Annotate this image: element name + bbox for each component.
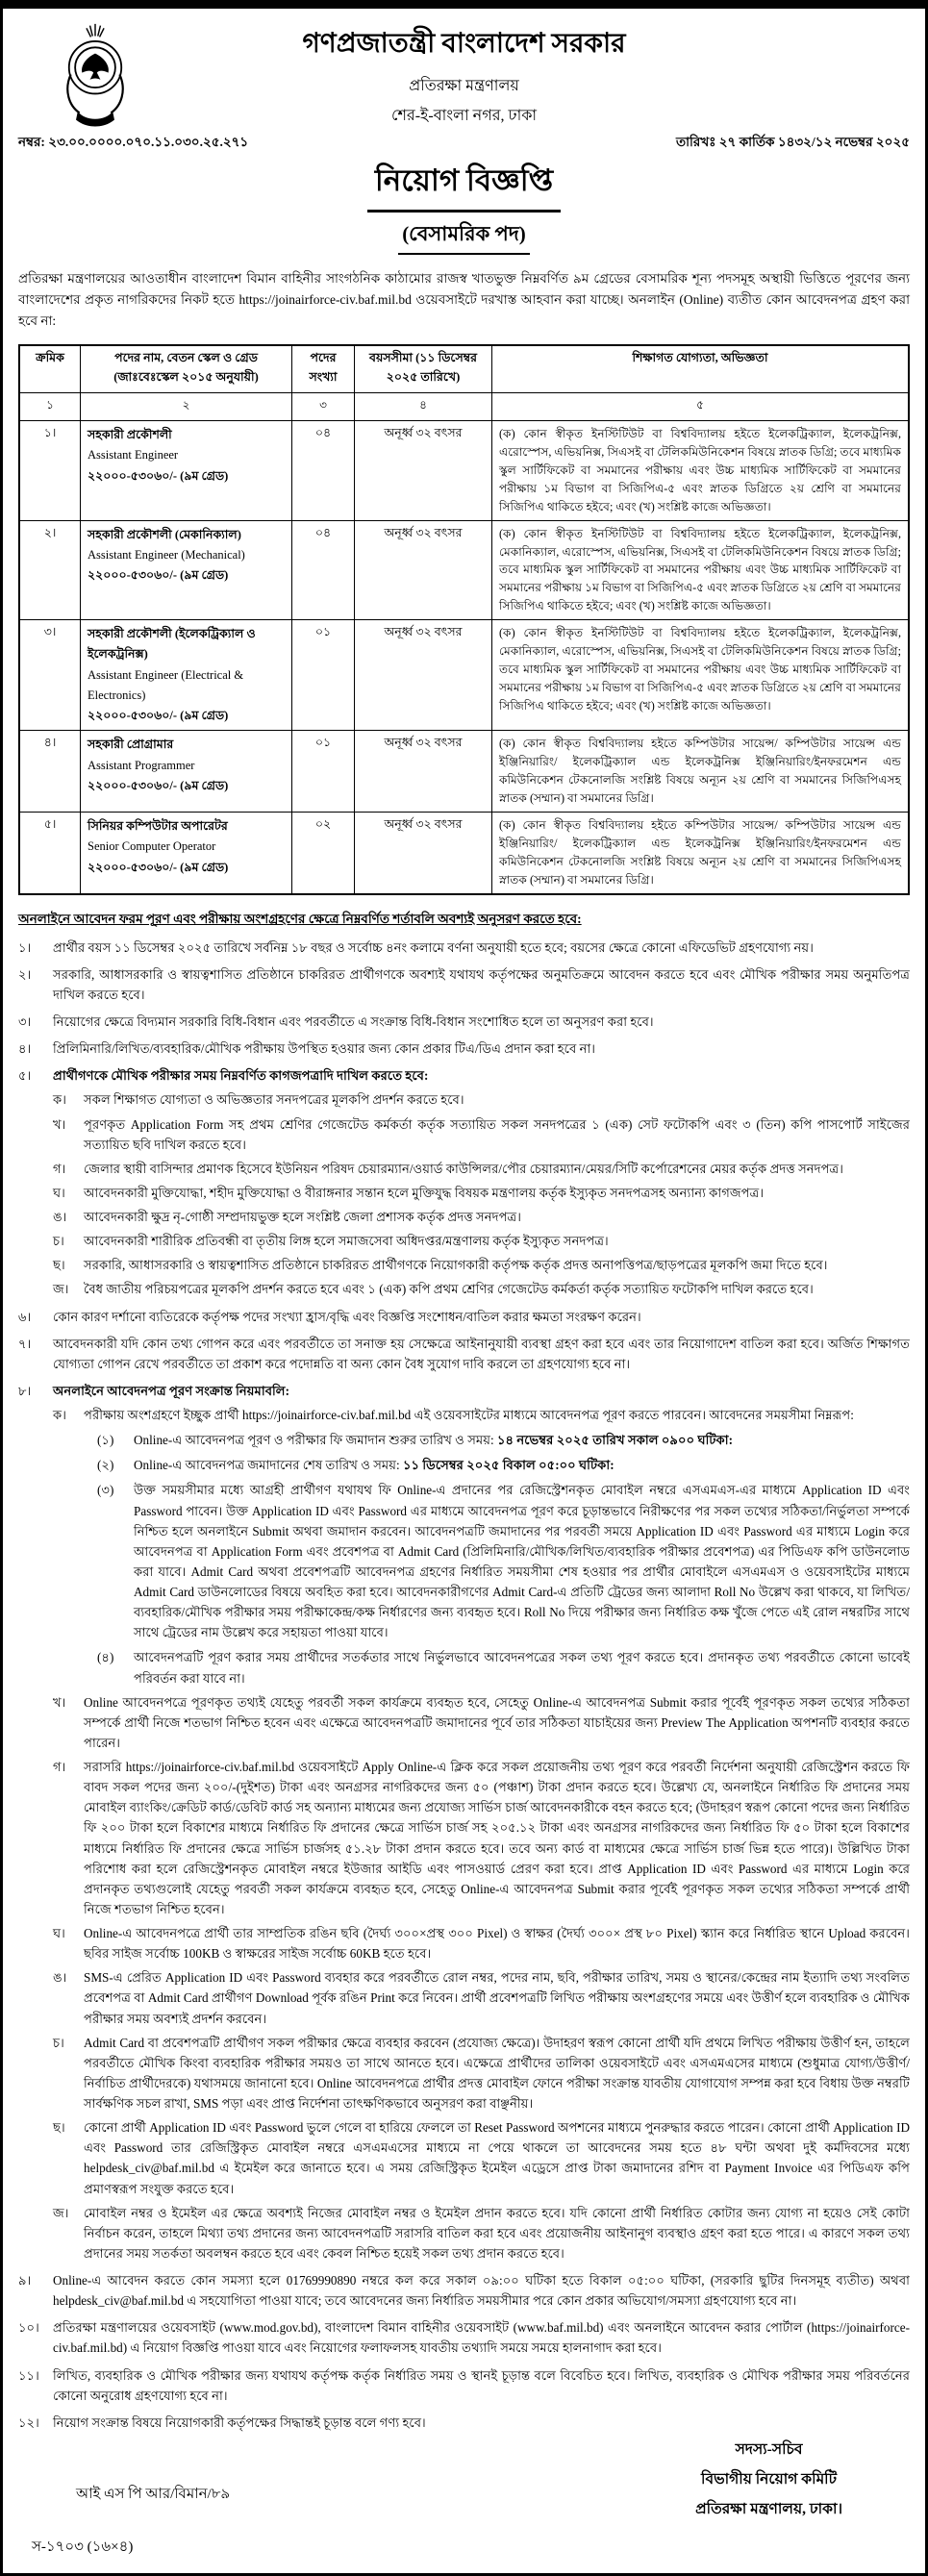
qualification-text: (ক) কোন স্বীকৃত ইনস্টিটিউট বা বিশ্ববিদ্যালয় হইতে ইলেকট্রিক্যাল, ইলেকট্রনিক্স, মেকানিক্যাল, এরোস্পেস, এভিয়নিক্স, সিএসই বা টেলিকমিউনিকেশন বিষয়ে স্নাতক ডিগ্রি; তবে মাধ্যমিক স্কুল সার্টিফিকেট বা সমমানের পরীক্ষায় এবং উচ্চ মাধ্যমিক সার্টিফিকেট বা সমমানের পরীক্ষায় ১ম বিভাগ বা সিজিপিএ-৫ এবং স্নাতক ডিগ্রিতে ২য় শ্রেণি বা সমমানের সিজিপিএ থাকিতে হইবে; এবং (খ) সংশ্লিষ্ট কাজে অভিজ্ঞতা।: [492, 620, 910, 731]
pay-scale: ২২০০০-৫৩০৬০/- (৯ম গ্রেড): [88, 468, 229, 483]
post-count: ০৪: [292, 421, 355, 521]
sub-number: খ।: [53, 1694, 66, 1710]
signatory-committee: বিভাগীয় নিয়োগ কমিটি: [701, 2470, 838, 2488]
item-text: উক্ত সময়সীমার মধ্যে আগ্রহী প্রার্থীগণ যথাযথ ফি Online-এ প্রদানের পর রেজিস্ট্রেশনকৃত মোবাইল নম্বরে এসএমএস-এর মাধ্যমে Application ID এবং Password পাবেন। উক্ত Application ID এবং Password এর মাধ্যমে আবেদনপত্র পূরণ করে চূড়ান্তভাবে নিরীক্ষণের পর সকল তথ্যের সঠিকতা/নির্ভুলতা সম্পর্কে নিশ্চিত হলে অনলাইনে Submit অথবা জমাদান করবেন। আবেদনপত্রটি জমাদানের পর পরবর্তী সময়ে Application ID এবং Password এর মাধ্যমে Login করে আবেদনপত্র বা Application Form এবং প্রবেশপত্র বা Admit Card (প্রিলিমিনারি/মৌখিক/লিখিত/ব্যবহারিক পরীক্ষার প্রবেশপত্র) এর পিডিএফ কপি ডাউনলোড করা যাবে। Admit Card অথবা প্রবেশপত্রটি আবেদনপত্র গ্রহণের নির্ধারিত সময়সীমা শেষ হওয়ার পর প্রার্থীর মোবাইলে এসএমএস ও ওয়েবসাইটের মাধ্যমে Admit Card ডাউনলোডের বিষয়ে অবহিত করা হবে। আবেদনকারীগণের Admit Card-এ প্রতিটি ট্রেডের জন্য আলাদা Roll No উল্লেখ করা থাকবে, যা লিখিত/ব্যবহারিক/মৌখিক পরীক্ষার সময় পরীক্ষাকেন্দ্র/কক্ষ নির্ধারণের জন্য ব্যবহৃত হবে। Roll No দিয়ে পরীক্ষার জন্য নির্ধারিত কক্ষ খুঁজে পেতে এই রোল নম্বরটির সাথে সাথে ট্রেডের নাম উল্লেখ করে সহায়তা পাওয়া যাবে।: [134, 1483, 910, 1640]
row-serial: ৩।: [19, 620, 81, 731]
item-text: Online-এ আবেদনপত্র জমাদানের শেষ তারিখ ও সময়:: [134, 1458, 403, 1473]
memo-number: নম্বর: ২৩.০০.০০০০.০৭০.১১.০৩০.২৫.২৭১: [18, 135, 249, 149]
post-count: ০২: [292, 813, 355, 894]
item-number: (১): [97, 1433, 114, 1448]
signature-block: [695, 2435, 910, 2560]
term-5: [18, 1065, 910, 1299]
post-name-en: Senior Computer Operator: [88, 839, 216, 854]
col-qualification: শিক্ষাগত যোগ্যতা, অভিজ্ঞতা: [492, 345, 910, 393]
colnum-5: ৫: [492, 393, 910, 421]
term-text: আবেদনকারী যদি কোন তথ্য গোপন করে এবং পরবর্তীতে তা সনাক্ত হয় সেক্ষেত্রে আইনানুযায়ী ব্যবস্থা গ্রহণ করা হবে এবং তার নিয়োগাদেশ বাতিল করা হবে। অর্জিত শিক্ষাগত যোগ্যতা গোপন রেখে পরবর্তীতে তা প্রকাশ করে পদোন্নতি বা অন্য কোন বৈধ সুযোগ দাবি করলে তা গ্রহণযোগ্য হবে না।: [53, 1336, 910, 1371]
row-serial: ১।: [19, 421, 81, 521]
government-title: গণপ্রজাতন্ত্রী বাংলাদেশ সরকার: [302, 29, 626, 59]
col-age: বয়সসীমা (১১ ডিসেম্বর ২০২৫ তারিখে): [355, 345, 492, 393]
sub-text: মোবাইল নম্বর ও ইমেইল এর ক্ষেত্রে অবশ্যই নিজের মোবাইল নম্বর ও ইমেইল প্রদান করতে হবে। যদি কোনো প্রার্থী নির্ধারিত কোটার জন্য যোগ্য না হয়েও সেই কোটা নির্বাচন করেন, তাহলে মিথ্যা তথ্য প্রদানের জন্য আবেদনপত্রটি সরাসরি বাতিল করা হবে এবং প্রয়োজনীয় আইনানুগ ব্যবস্থাও গ্রহণ করা হতে পারে। এ কারণে সকল তথ্য প্রদানের সময় সতর্কতা অবলম্বন করতে হবে এবং কেবল নিশ্চিত হয়েই সকল তথ্য প্রদান করতে হবে।: [84, 2205, 910, 2261]
row-serial: ৫।: [19, 813, 81, 894]
item-date: ১১ ডিসেম্বর ২০২৫ বিকাল ০৫:০০ ঘটিকা:: [402, 1458, 614, 1473]
term-lead: প্রার্থীগণকে মৌখিক পরীক্ষার সময় নিম্নবর্ণিত কাগজপত্রাদি দাখিল করতে হবে:: [53, 1068, 429, 1084]
pay-scale: ২২০০০-৫৩০৬০/- (৯ম গ্রেড): [88, 860, 229, 874]
colnum-1: ১: [19, 393, 81, 421]
term-11: [18, 2365, 910, 2406]
sub-text: Online আবেদনপত্রে পূরণকৃত তথ্যই যেহেতু পরবর্তী সকল কার্যক্রমে ব্যবহৃত হবে, সেহেতু Online-এ আবেদনপত্র Submit করার পূর্বেই পূরণকৃত সকল তথ্যের সঠিকতা সম্পর্কে প্রার্থী নিজে শতভাগ নিশ্চিত হবেন এবং এক্ষেত্রে আবেদনপত্রটি জমাদানের পূর্বে তার সঠিকতা যাচাইয়ের জন্য Preview The Application অপশনটি ব্যবহার করতে পারেন।: [84, 1694, 910, 1750]
colnum-4: ৪: [355, 393, 492, 421]
term-5-sub-g: [53, 1255, 910, 1275]
sub-number: জ।: [53, 2205, 69, 2220]
sub-number: ক।: [53, 1408, 66, 1423]
sub-number: গ।: [53, 1161, 66, 1176]
conditions-heading: অনলাইনে আবেদন ফরম পূরণ এবং পরীক্ষায় অংশগ্রহণের ক্ষেত্রে নিম্নবর্ণিত শর্তাবলি অবশ্যই অনুসরণ করতে হবে:: [18, 911, 582, 926]
ministry-name: প্রতিরক্ষা মন্ত্রণালয়: [409, 78, 519, 94]
term-number: ৭।: [18, 1336, 32, 1351]
sub-number: ছ।: [53, 2120, 65, 2136]
item-text: আবেদনপত্রটি পূরণ করার সময় প্রার্থীদের সতর্কতার সাথে নির্ভুলভাবে আবেদনপত্রের সকল তথ্য পূরণ করতে হবে। প্রদানকৃত তথ্য পরবর্তীতে কোনো ভাবেই পরিবর্তন করা যাবে না।: [134, 1650, 910, 1686]
post-count: ০১: [292, 731, 355, 813]
post-count: ০১: [292, 620, 355, 731]
term-5-sub-f: [53, 1231, 910, 1251]
sub-text: সরাসরি https://joinairforce-civ.baf.mil.bd ওয়েবসাইটে Apply Online-এ ক্লিক করে সকল প্রয়োজনীয় তথ্য পূরণ করে পরবর্তী নির্দেশনা অনুযায়ী রেজিস্ট্রেশন করতে ফি বাবদ সকল পদের জন্য ২০০/-(দুইশত) টাকা এবং অনগ্রসর নাগরিকদের জন্য ৫০ (পঞ্চাশ) টাকা প্রদান করতে হবে। উল্লেখ্য যে, অনলাইনে নির্ধারিত ফি প্রদানের সময় মোবাইল ব্যাংকিং/ক্রেডিট কার্ড/ডেবিট কার্ড সহ অন্যান্য মাধ্যমের জন্য প্রযোজ্য সার্ভিস চার্জ আবেদনকারীকে বহন করতে হবে; (উদাহরণ স্বরূপ কোনো পদের জন্য নির্ধারিত ফি ২০০ টাকা হলে বিকাশের মাধ্যমে নির্ধারিত ফি প্রদানের ক্ষেত্রে সার্ভিস চার্জ সহ ২০৫.১২ টাকা এবং অনগ্রসর নাগরিকদের জন্য নির্ধারিত ফি ৫০ টাকা হলে বিকাশের মাধ্যমে নির্ধারিত ফি প্রদানের ক্ষেত্রে সার্ভিস চার্জসহ ৫১.২৮ টাকা প্রদান করতে হবে। তবে অন্য কার্ড বা মাধ্যমের ক্ষেত্রে সার্ভিস চার্জ ভিন্ন হতে পারে)। উল্লিখিত টাকা পরিশোধ করা হলে রেজিস্ট্রেশনকৃত মোবাইল নম্বরে ইউজার আইডি এবং পাসওয়ার্ড প্রেরণ করা হবে। প্রাপ্ত Application ID এবং Password এর মাধ্যমে Login করে প্রদানকৃত তথ্যগুলোই যেহেতু পরবর্তী সকল কার্যক্রমে ব্যবহৃত হবে, সেহেতু Online-এ আবেদনপত্র Submit করার পূর্বেই পূরণকৃত সকল তথ্যের সঠিকতা সম্পর্কে প্রার্থী নিজে শতভাগ নিশ্চিত হবেন।: [84, 1760, 910, 1916]
age-limit: অনূর্ধ্ব ৩২ বৎসর: [355, 620, 492, 731]
term-5-sub-e: [53, 1207, 910, 1227]
sub-number: খ।: [53, 1116, 66, 1132]
term-number: ৪।: [18, 1041, 32, 1057]
memo-meta-row: [18, 132, 910, 154]
ispr-reference: আই এস পি আর/বিমান/৮৯: [76, 2486, 231, 2502]
age-limit: অনূর্ধ্ব ৩২ বৎসর: [355, 520, 492, 620]
table-row: [19, 520, 909, 620]
qualification-text: (ক) কোন স্বীকৃত ইনস্টিটিউট বা বিশ্ববিদ্যালয় হইতে ইলেকট্রিক্যাল, ইলেকট্রনিক্স, এরোস্পেস, এভিয়নিক্স, সিএসই বা টেলিকমিউনিকেশন বিষয়ে স্নাতক ডিগ্রি; তবে মাধ্যমিক স্কুল সার্টিফিকেট বা সমমানের পরীক্ষায় এবং উচ্চ মাধ্যমিক সার্টিফিকেট বা সমমানের পরীক্ষায় ১ম বিভাগ বা সিজিপিএ-৫ এবং স্নাতক ডিগ্রিতে ২য় শ্রেণি বা সমমানের সিজিপিএ থাকিতে হইবে; এবং (খ) সংশ্লিষ্ট কাজে অভিজ্ঞতা।: [492, 421, 910, 521]
col-post: পদের নাম, বেতন স্কেল ও গ্রেড (জাঃবেঃস্কেল ২০১৫ অনুযায়ী): [81, 345, 292, 393]
term-number: ১।: [18, 939, 32, 955]
sub-text: পূরণকৃত Application Form সহ প্রথম শ্রেণির গেজেটেড কর্মকর্তা কর্তৃক সত্যায়িত সকল সনদপত্রের ১ (এক) সেট ফটোকপি এবং ৩ (তিন) কপি পাসপোর্ট সাইজের সত্যায়িত ছবি দাখিল করতে হবে।: [84, 1116, 910, 1152]
post-name-en: Assistant Programmer: [88, 758, 195, 772]
post-name-bn: সহকারী প্রকৌশলী: [88, 428, 172, 442]
column-number-row: [19, 393, 909, 421]
sub-text: জেলার স্থায়ী বাসিন্দার প্রমাণক হিসেবে ইউনিয়ন পরিষদ চেয়ারম্যান/ওয়ার্ড কাউন্সিলর/পৌর চেয়ারম্যান/মেয়র/সিটি কর্পোরেশনের মেয়র কর্তৃক প্রদত্ত সনদপত্র।: [84, 1161, 843, 1176]
press-code: স-১৭০৩ (১৬×৪): [32, 2538, 134, 2555]
item-date: ১৪ নভেম্বর ২০২৫ তারিখ সকাল ০৯০০ ঘটিকা:: [496, 1433, 733, 1448]
item-number: (৪): [97, 1650, 114, 1665]
table-row: [19, 421, 909, 521]
term-lead: অনলাইনে আবেদনপত্র পূরণ সংক্রান্ত নিয়মাবলি:: [53, 1383, 290, 1398]
term-number: ৯।: [18, 2273, 32, 2288]
sub-number: ঙ।: [53, 1210, 67, 1225]
post-name-en: Assistant Engineer: [88, 448, 179, 463]
colnum-3: ৩: [292, 393, 355, 421]
term-9: [18, 2270, 910, 2311]
term-text: নিয়োগ সংক্রান্ত বিষয়ে নিয়োগকারী কর্তৃপক্ষের সিদ্ধান্তই চূড়ান্ত বলে গণ্য হবে।: [53, 2414, 426, 2430]
term-10: [18, 2317, 910, 2358]
term-8-sub-d: [53, 1923, 910, 1963]
sub-number: ঙ।: [53, 1970, 67, 1986]
sub-number: ক।: [53, 1092, 66, 1108]
page-subtitle: (বেসামরিক পদ): [398, 218, 530, 255]
deadline-item-1: [84, 1430, 910, 1450]
term-8-sub-a: [53, 1405, 910, 1688]
memo-date: তারিখঃ ২৭ কার্তিক ১৪৩২/১২ নভেম্বর ২০২৫: [676, 135, 910, 149]
sub-number: ছ।: [53, 1258, 65, 1273]
table-row: [19, 620, 909, 731]
sub-text: সকল শিক্ষাগত যোগ্যতা ও অভিজ্ঞতার সনদপত্রের মূলকপি প্রদর্শন করতে হবে।: [84, 1092, 464, 1108]
page-title: নিয়োগ বিজ্ঞপ্তি: [367, 158, 561, 213]
sub-text: পরীক্ষায় অংশগ্রহণে ইচ্ছুক প্রার্থী https://joinairforce-civ.baf.mil.bd এই ওয়েবসাইটের মাধ্যমে আবেদনপত্র পূরণ করতে পারবেন। আবেদনের সময়সীমা নিম্নরূপ:: [84, 1408, 854, 1423]
intro-paragraph: প্রতিরক্ষা মন্ত্রণালয়ের আওতাধীন বাংলাদেশ বিমান বাহিনীর সাংগঠনিক কাঠামোর রাজস্ব খাতভুক্ত নিম্নবর্ণিত ৯ম গ্রেডের বেসামরিক শূন্য পদসমূহ অস্থায়ী ভিত্তিতে পূরণের জন্য বাংলাদেশের প্রকৃত নাগরিকদের নিকট হতে https://joinairforce-civ.baf.mil.bd ওয়েবসাইটে দরখাস্ত আহবান করা যাচ্ছে। অনলাইন (Online) ব্যতীত কোন আবেদনপত্র গ্রহণ করা হবে না:: [18, 271, 910, 328]
term-text: লিখিত, ব্যবহারিক ও মৌখিক পরীক্ষার জন্য যথাযথ কর্তৃপক্ষ কর্তৃক নির্ধারিত সময় ও স্থানই চূড়ান্ত বলে বিবেচিত হবে। লিখিত, ব্যবহারিক ও মৌখিক পরীক্ষার সময় পরিবর্তনের কোনো অনুরোধ গ্রহণযোগ্য হবে না।: [53, 2367, 910, 2403]
sub-number: চ।: [53, 1234, 64, 1249]
table-header-row: [19, 345, 909, 393]
term-12: [18, 2413, 910, 2433]
term-number: ৫।: [18, 1068, 32, 1084]
term-number: ৮।: [18, 1383, 32, 1398]
deadline-item-3: [84, 1480, 910, 1642]
qualification-text: (ক) কোন স্বীকৃত বিশ্ববিদ্যালয় হইতে কম্পিউটার সায়েন্স/ কম্পিউটার সায়েন্স এন্ড ইঞ্জিনিয়ারিং/ ইলেকট্রিক্যাল এন্ড ইলেকট্রনিক্স ইঞ্জিনিয়ারিং/ইনফরমেশন এন্ড কমিউনিকেশন টেকনোলজি সংশ্লিষ্ট বিষয়ে অন্যূন ২য় শ্রেণি বা সমমানের সিজিপিএসহ স্নাতক (সম্মান) বা সমমানের ডিগ্রি।: [492, 731, 910, 813]
deadline-item-4: [84, 1647, 910, 1688]
post-name-en: Assistant Engineer (Electrical & Electronics): [88, 667, 244, 702]
term-8-sub-g: [53, 2117, 910, 2199]
item-text: Online-এ আবেদনপত্র পূরণ ও পরীক্ষার ফি জমাদান শুরুর তারিখ ও সময়:: [134, 1433, 497, 1448]
term-text: প্রার্থীর বয়স ১১ ডিসেম্বর ২০২৫ তারিখে সর্বনিম্ন ১৮ বছর ও সর্বোচ্চ ৪নং কলামে বর্ণনা অনুযায়ী হতে হবে; বয়সের ক্ষেত্রে কোনো এফিডেভিট গ্রহণযোগ্য নয়।: [53, 939, 814, 955]
sub-text: আবেদনকারী শারীরিক প্রতিবন্ধী বা তৃতীয় লিঙ্গ হলে সমাজসেবা অধিদপ্তর/মন্ত্রণালয় কর্তৃক ইস্যুকৃত সনদপত্র।: [84, 1234, 609, 1249]
age-limit: অনূর্ধ্ব ৩২ বৎসর: [355, 731, 492, 813]
deadline-item-2: [84, 1455, 910, 1475]
sub-text: আবেদনকারী মুক্তিযোদ্ধা, শহীদ মুক্তিযোদ্ধা ও বীরাঙ্গনার সন্তান হলে মুক্তিযুদ্ধ বিষয়ক মন্ত্রণালয় কর্তৃক ইস্যুকৃত সনদপত্রসহ অন্যান্য কাগজপত্র।: [84, 1185, 765, 1200]
conditions-list: [18, 938, 910, 2433]
sub-text: সরকারি, আধাসরকারি ও স্বায়ত্বশাসিত প্রতিষ্ঠানে চাকরিরত প্রার্থীগণকে নিয়োগকারী কর্তৃপক্ষ কর্তৃক প্রদত্ত অনাপত্তিপত্র/ছাড়পত্রের মূলকপি জমা দিতে হবে।: [84, 1258, 828, 1273]
sub-text: SMS-এ প্রেরিত Application ID এবং Password ব্যবহার করে পরবর্তীতে রোল নম্বর, পদের নাম, ছবি, পরীক্ষার তারিখ, সময় ও স্থানের/কেন্দ্রের নাম ইত্যাদি তথ্য সংবলিত প্রবেশপত্র বা Admit Card প্রার্থীগণ Download পূর্বক রঙিন Print করে নিবেন। প্রার্থী প্রবেশপত্রটি লিখিত পরীক্ষায় অংশগ্রহণের সময়ে এবং উত্তীর্ণ হলে ব্যবহারিক ও মৌখিক পরীক্ষার সময় অবশ্যই প্রদর্শন করবেন।: [84, 1970, 910, 2026]
sub-text: Admit Card বা প্রবেশপত্রটি প্রার্থীগণ সকল পরীক্ষার ক্ষেত্রে ব্যবহার করবেন (প্রযোজ্য ক্ষেত্রে)। উদাহরণ স্বরূপ কোনো প্রার্থী যদি প্রথমে লিখিত পরীক্ষায় উত্তীর্ণ হন, তাহলে পরবর্তীতে মৌখিক কিংবা ব্যবহারিক পরীক্ষার সময়ও তা সাথে আনতে হবে। এক্ষেত্রে প্রার্থীদের তালিকা ওয়েবসাইটে এবং এসএমএসের মাধ্যমে (শুধুমাত্র যোগ্য/উত্তীর্ণ/নির্বাচিত প্রার্থীদেরকে) যথাসময়ে জানানো হবে। Online আবেদনপত্রে প্রার্থীর প্রদত্ত মোবাইল ফোনে পরীক্ষা সংক্রান্ত যাবতীয় যোগাযোগ সম্পন্ন করা হবে বিধায় উক্ত নম্বরটি সার্বক্ষণিক সচল রাখা, SMS পড়া এবং প্রাপ্ত নির্দেশনা তাৎক্ষণিকভাবে অনুসরণ করা বাঞ্ছনীয়।: [84, 2035, 910, 2112]
col-serial: ক্রমিক: [19, 345, 81, 393]
age-limit: অনূর্ধ্ব ৩২ বৎসর: [355, 813, 492, 894]
term-1: [18, 938, 910, 958]
term-5-sub-c: [53, 1159, 910, 1179]
post-name-bn: সহকারী প্রকৌশলী (মেকানিক্যাল): [88, 527, 241, 541]
colnum-2: ২: [81, 393, 292, 421]
term-5-sub-b: [53, 1114, 910, 1155]
term-number: ৩।: [18, 1014, 32, 1030]
term-number: ২।: [18, 966, 32, 982]
sub-number: জ।: [53, 1282, 69, 1297]
qualification-text: (ক) কোন স্বীকৃত বিশ্ববিদ্যালয় হইতে কম্পিউটার সায়েন্স/ কম্পিউটার সায়েন্স এন্ড ইঞ্জিনিয়ারিং/ ইলেকট্রিক্যাল এন্ড ইলেকট্রনিক্স ইঞ্জিনিয়ারিং/ইনফরমেশন এন্ড কমিউনিকেশন টেকনোলজি সংশ্লিষ্ট বিষয়ে অন্যূন ২য় শ্রেণি বা সমমানের সিজিপিএসহ স্নাতক (সম্মান) বা সমমানের ডিগ্রি।: [492, 813, 910, 894]
item-number: (২): [97, 1458, 114, 1473]
sub-number: গ।: [53, 1760, 66, 1775]
post-name-bn: সিনিয়র কম্পিউটার অপারেটর: [88, 819, 228, 834]
term-text: Online-এ আবেদন করতে কোন সমস্যা হলে 01769990890 নম্বরে কল করে সকাল ০৯:০০ ঘটিকা হতে বিকাল ০৫:০০ ঘটিকা, (সরকারি ছুটির দিনসমূহ ব্যতীত) অথবা helpdesk_civ@baf.mil.bd এ সহযোগিতা পাওয়া যাবে; তবে আবেদনের জন্য নির্ধারিত সময়সীমার পরে কোন প্রকার অভিযোগ/সমস্যা গ্রহণযোগ্য হবে না।: [53, 2273, 910, 2309]
post-count: ০৪: [292, 520, 355, 620]
sub-text: Online-এ আবেদনপত্রে প্রার্থী তার সাম্প্রতিক রঙিন ছবি (দৈর্ঘ্য ৩০০×প্রস্থ ৩০০ Pixel) ও স্বাক্ষর (দৈর্ঘ্য ৩০০× প্রস্থ ৮০ Pixel) স্ক্যান করে নির্ধারিত স্থানে Upload করবেন। ছবির সাইজ সর্বোচ্চ 100KB ও স্বাক্ষরের সাইজ সর্বোচ্চ 60KB হতে হবে।: [84, 1926, 910, 1962]
row-serial: ৪।: [19, 731, 81, 813]
term-text: কোন কারণ দর্শানো ব্যতিরেকে কর্তৃপক্ষ পদের সংখ্যা হ্রাস/বৃদ্ধি এবং বিজ্ঞপ্তি সংশোধন/বাতিল করার ক্ষমতা সংরক্ষণ করেন।: [53, 1309, 641, 1324]
term-5-sub-h: [53, 1279, 910, 1299]
sub-text: কোনো প্রার্থী Application ID এবং Password ভুলে গেলে বা হারিয়ে ফেললে তা Reset Password অপশনের মাধ্যমে পুনরুদ্ধার করতে পারেন। কোনো প্রার্থী Application ID এবং Password তার রেজিস্ট্রিকৃত মোবাইল নম্বরে এসএমএসের মাধ্যমে না পেয়ে থাকলে তা আবেদনের সময় হতে ৪৮ ঘন্টা অথবা দুই কর্মদিবসের মধ্যে helpdesk_civ@baf.mil.bd এ ইমেইল করে জানাতে হবে। এ সময় রেজিস্ট্রিকৃত ইমেইল এড্রেসে প্রাপ্ত টাকা জমাদানের রশিদ বা Payment Invoice এর পিডিএফ কপি প্রমাণস্বরূপ সংযুক্ত করতে হবে।: [84, 2120, 910, 2196]
term-number: ৬।: [18, 1309, 32, 1324]
term-2: [18, 964, 910, 1005]
term-8-sub-b: [53, 1692, 910, 1753]
baf-crest-logo: [51, 22, 139, 136]
term-number: ১১।: [18, 2367, 39, 2383]
post-name-bn: সহকারী প্রকৌশলী (ইলেকট্রিক্যাল ও ইলেকট্রনিক্স): [88, 627, 256, 662]
pay-scale: ২২০০০-৫৩০৬০/- (৯ম গ্রেড): [88, 568, 229, 583]
term-number: ১০।: [18, 2320, 39, 2336]
term-4: [18, 1038, 910, 1059]
sub-number: ঘ।: [53, 1185, 65, 1200]
table-row: [19, 731, 909, 813]
document-footer: [18, 2438, 910, 2560]
col-count: পদের সংখ্যা: [292, 345, 355, 393]
signatory-ministry: প্রতিরক্ষা মন্ত্রণালয়, ঢাকা।: [695, 2500, 842, 2517]
table-row: [19, 813, 909, 894]
signatory-title: সদস্য-সচিব: [735, 2440, 803, 2458]
term-8: [18, 1381, 910, 2263]
post-name-bn: সহকারী প্রোগ্রামার: [88, 738, 174, 752]
sub-number: ঘ।: [53, 1926, 65, 1941]
term-8-sub-c: [53, 1757, 910, 1919]
term-3: [18, 1012, 910, 1032]
term-5-sub-a: [53, 1089, 910, 1110]
term-6: [18, 1307, 910, 1327]
term-text: নিয়োগের ক্ষেত্রে বিদ্যমান সরকারি বিধি-বিধান এবং পরবর্তীতে এ সংক্রান্ত বিধি-বিধান সংশোধিত হলে তা অনুসরণ করা হবে।: [53, 1014, 654, 1030]
pay-scale: ২২০০০-৫৩০৬০/- (৯ম গ্রেড): [88, 709, 229, 723]
term-8-sub-h: [53, 2203, 910, 2263]
term-text: প্রতিরক্ষা মন্ত্রণালয়ের ওয়েবসাইট (www.mod.gov.bd), বাংলাদেশ বিমান বাহিনীর ওয়েবসাইট (www.baf.mil.bd) এবং অনলাইনে আবেদন করার পোর্টাল (https://joinairforce-civ.baf.mil.bd) এ নিয়োগ বিজ্ঞপ্তি পাওয়া যাবে এবং নিয়োগের ফলাফলসহ যাবতীয় তথ্যাদি সময়ে সময়ে হালনাগাদ করা হবে।: [53, 2320, 910, 2356]
term-5-sub-d: [53, 1183, 910, 1203]
item-number: (৩): [97, 1483, 114, 1498]
age-limit: অনূর্ধ্ব ৩২ বৎসর: [355, 421, 492, 521]
posts-table: [18, 344, 910, 895]
ministry-address: শের-ই-বাংলা নগর, ঢাকা: [390, 108, 538, 124]
sub-number: চ।: [53, 2035, 64, 2050]
term-8-sub-e: [53, 1967, 910, 2028]
pay-scale: ২২০০০-৫৩০৬০/- (৯ম গ্রেড): [88, 778, 229, 792]
term-8-sub-f: [53, 2033, 910, 2114]
top-black-bar: [3, 0, 925, 9]
term-text: সরকারি, আধাসরকারি ও স্বায়ত্বশাসিত প্রতিষ্ঠানে চাকরিরত প্রার্থীগণকে অবশ্যই যথাযথ কর্তৃপক্ষের অনুমতিক্রমে আবেদন করতে হবে এবং মৌখিক পরীক্ষার সময় অনুমতিপত্র দাখিল করতে হবে।: [53, 966, 910, 1002]
term-7: [18, 1334, 910, 1374]
row-serial: ২।: [19, 520, 81, 620]
sub-text: বৈধ জাতীয় পরিচয়পত্রের মূলকপি প্রদর্শন করতে হবে এবং ১ (এক) কপি প্রথম শ্রেণির গেজেটেড কর্মকর্তা কর্তৃক সত্যায়িত ফটোকপি দাখিল করতে হবে।: [84, 1282, 814, 1297]
document-header: [18, 16, 910, 130]
qualification-text: (ক) কোন স্বীকৃত ইনস্টিটিউট বা বিশ্ববিদ্যালয় হইতে ইলেকট্রিক্যাল, ইলেকট্রনিক্স, মেকানিক্যাল, এরোস্পেস, এভিয়নিক্স, সিএসই বা টেলিকমিউনিকেশন বিষয়ে স্নাতক ডিগ্রি; তবে মাধ্যমিক স্কুল সার্টিফিকেট বা সমমানের পরীক্ষায় এবং উচ্চ মাধ্যমিক সার্টিফিকেট বা সমমানের পরীক্ষায় ১ম বিভাগ বা সিজিপিএ-৫ এবং স্নাতক ডিগ্রিতে ২য় শ্রেণি বা সমমানের সিজিপিএ থাকিতে হইবে; এবং (খ) সংশ্লিষ্ট কাজে অভিজ্ঞতা।: [492, 520, 910, 620]
post-name-en: Assistant Engineer (Mechanical): [88, 547, 245, 562]
term-text: প্রিলিমিনারি/লিখিত/ব্যবহারিক/মৌখিক পরীক্ষায় উপস্থিত হওয়ার জন্য কোন প্রকার টিএ/ডিএ প্রদান করা হবে না।: [53, 1041, 596, 1057]
term-number: ১২।: [18, 2414, 39, 2430]
sub-text: আবেদনকারী ক্ষুদ্র নৃ-গোষ্ঠী সম্প্রদায়ভুক্ত হলে সংশ্লিষ্ট জেলা প্রশাসক কর্তৃক প্রদত্ত সনদপত্র।: [84, 1210, 521, 1225]
